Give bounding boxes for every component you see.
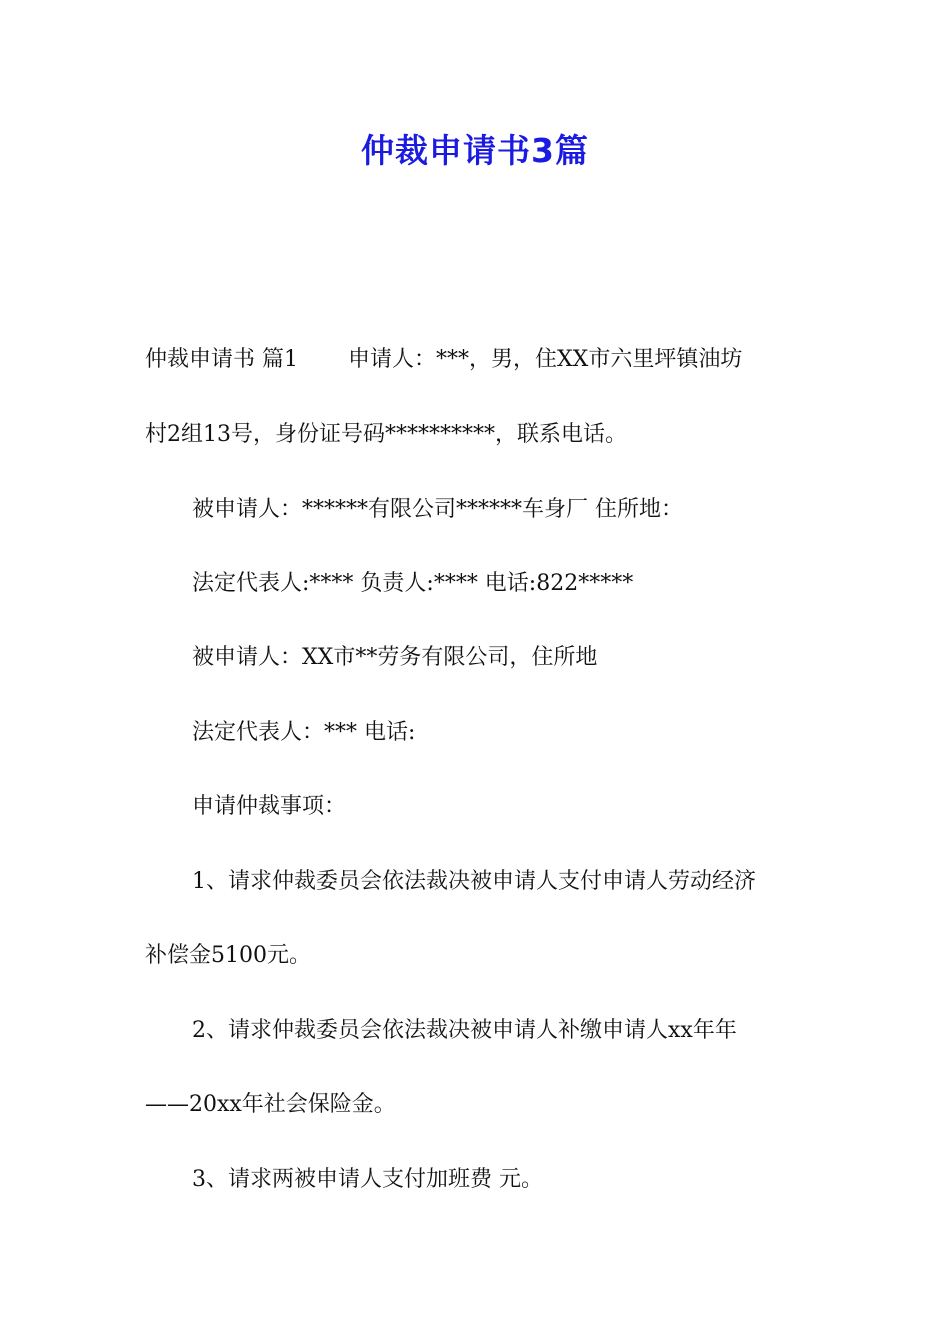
request-3-line: 3、请求两被申请人支付加班费 元。 — [192, 1167, 543, 1192]
document-title: 仲裁申请书3篇 — [361, 131, 589, 170]
legal-representative-1-line: 法定代表人:**** 负责人:**** 电话:822***** — [192, 571, 634, 596]
applicant-info: 申请人：***，男，住XX市六里坪镇油坊 — [348, 347, 743, 372]
respondent-2-line: 被申请人：XX市**劳务有限公司，住所地 — [192, 645, 598, 670]
request-2-line-a: 2、请求仲裁委员会依法裁决被申请人补缴申请人xx年年 — [192, 1018, 737, 1043]
request-2-line-b: ——20xx年社会保险金。 — [145, 1092, 396, 1117]
legal-representative-2-line: 法定代表人：*** 电话: — [192, 720, 416, 745]
section-heading: 仲裁申请书 篇1 — [145, 347, 298, 372]
request-1-line-a: 1、请求仲裁委员会依法裁决被申请人支付申请人劳动经济 — [192, 869, 756, 894]
paragraph-line-2: 村2组13号，身份证号码**********，联系电话。 — [145, 422, 627, 447]
paragraph-line-1 — [145, 345, 810, 375]
respondent-1-line: 被申请人：******有限公司******车身厂 住所地： — [192, 497, 683, 522]
arbitration-matters-heading: 申请仲裁事项： — [192, 794, 347, 819]
request-1-line-b: 补偿金5100元。 — [145, 943, 311, 968]
